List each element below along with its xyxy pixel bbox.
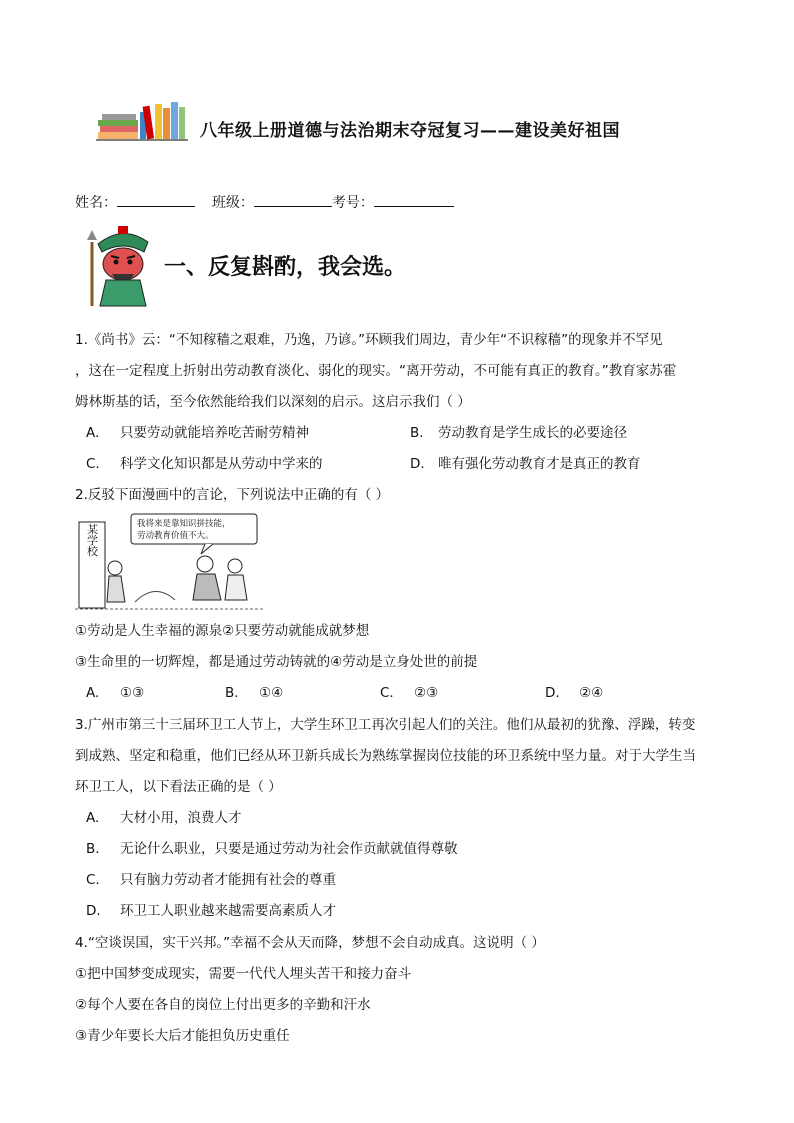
q2-stem: 2.反驳下面漫画中的言论，下列说法中正确的有（ ） [75,487,390,503]
q1-line-2: ，这在一定程度上折射出劳动教育淡化、弱化的现实。“离开劳动，不可能有真正的教育。”教育家苏霍 [75,363,677,379]
comic-illustration [75,512,263,612]
q3-line-1: 3.广州市第三十三届环卫工人节上，大学生环卫工再次引起人们的关注。他们从最初的犹豫、浮躁，转变 [75,717,696,733]
q3-option-b[interactable]: B. 无论什么职业，只要是通过劳动为社会作贡献就值得尊敬 [86,841,458,857]
q1-option-b[interactable]: B. 劳动教育是学生成长的必要途径 [410,425,627,441]
name-label: 姓名： [75,195,117,211]
q4-statement-3: ③青少年要长大后才能担负历史重任 [75,1028,290,1044]
books-icon [96,98,188,142]
comic-sign: 某学校 [85,523,99,557]
q3-option-c[interactable]: C. 只有脑力劳动者才能拥有社会的尊重 [86,872,336,888]
q2-option-a[interactable]: A. ①③ [86,685,145,701]
q1-line-1: 1.《尚书》云：“不知稼穑之艰难，乃逸，乃谚。”环顾我们周边，青少年“不识稼穑”的现象并不罕见 [75,332,663,348]
q1-option-c[interactable]: C. 科学文化知识都是从劳动中学来的 [86,456,323,472]
q1-line-3: 姆林斯基的话，至今依然能给我们以深刻的启示。这启示我们（ ） [75,394,471,410]
q3-option-a[interactable]: A. 大材小用，浪费人才 [86,810,242,826]
section-title: 一、反复斟酌，我会选。 [164,255,407,280]
q2-option-d[interactable]: D. ②④ [545,685,604,701]
id-blank [374,192,454,207]
class-blank [254,192,332,207]
q1-option-a[interactable]: A. 只要劳动就能培养吃苦耐劳精神 [86,425,309,441]
q1-option-d[interactable]: D. 唯有强化劳动教育才是真正的教育 [410,456,641,472]
mascot-icon [84,222,162,308]
class-label: 班级： [211,195,254,211]
name-blank [117,192,195,207]
q3-option-d[interactable]: D. 环卫工人职业越来越需要高素质人才 [86,903,336,919]
q3-line-3: 环卫工人，以下看法正确的是（ ） [75,779,282,795]
q2-option-c[interactable]: C. ②③ [380,685,439,701]
q4-statement-2: ②每个人要在各自的岗位上付出更多的辛勤和汗水 [75,997,371,1013]
id-label: 考号： [331,195,374,211]
student-info [75,192,454,212]
q4-stem: 4.“空谈误国，实干兴邦。”幸福不会从天而降，梦想不会自动成真。这说明（ ） [75,935,545,951]
q3-line-2: 到成熟、坚定和稳重，他们已经从环卫新兵成长为熟练掌握岗位技能的环卫系统中坚力量。对于大学生当 [75,748,696,764]
q4-statement-1: ①把中国梦变成现实，需要一代代人埋头苦干和接力奋斗 [75,966,412,982]
comic-bubble-line-2: 劳动教育价值不大。 [137,531,214,541]
q2-option-b[interactable]: B. ①④ [225,685,284,701]
q2-statement-1: ①劳动是人生幸福的源泉②只要劳动就能成就梦想 [75,623,370,639]
comic-bubble-line-1: 我将来是靠知识拼技能， [137,519,231,529]
q2-statement-2: ③生命里的一切辉煌，都是通过劳动铸就的④劳动是立身处世的前提 [75,654,478,670]
page-title: 八年级上册道德与法治期末夺冠复习——建设美好祖国 [200,121,620,141]
